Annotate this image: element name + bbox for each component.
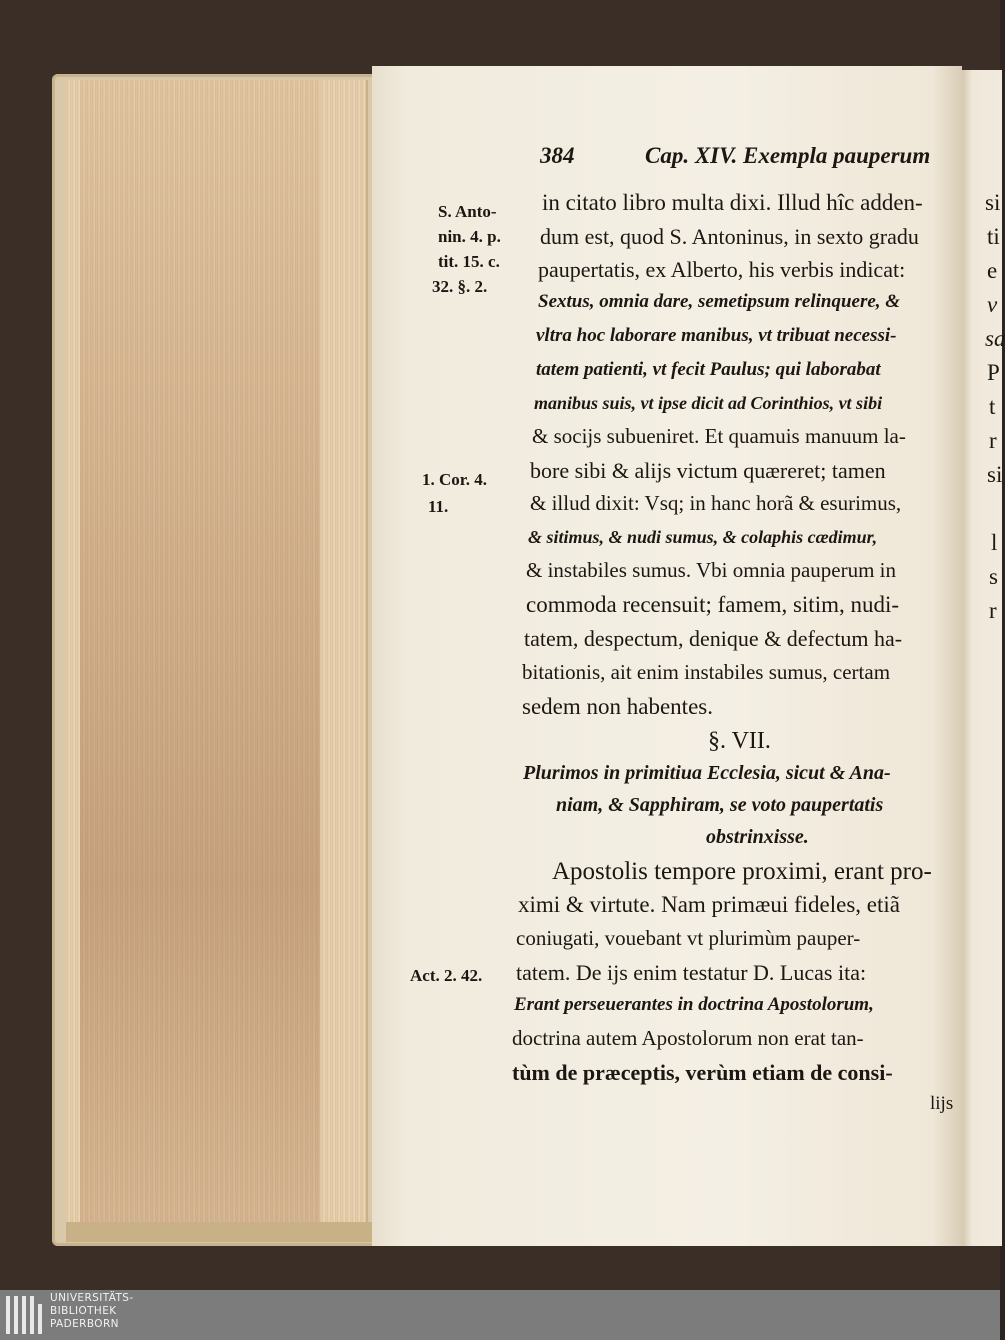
catchword: lijs (930, 1093, 954, 1114)
facing-page-fragment: ti (987, 224, 1000, 249)
text-line: paupertatis, ex Alberto, his verbis indicat: (538, 257, 906, 282)
margin-note: 11. (428, 497, 449, 516)
section-summary-line: obstrinxisse. (706, 826, 809, 848)
library-name-line: BIBLIOTHEK (50, 1305, 117, 1317)
facing-page-fragment: sa (985, 326, 1005, 351)
text-line: in citato libro multa dixi. Illud hîc adden- (542, 190, 923, 215)
text-line: tatem, despectum, denique & defectum ha- (524, 626, 903, 651)
text-line: Sextus, omnia dare, semetipsum relinquere, & (538, 291, 901, 312)
section-summary-line: Plurimos in primitiua Ecclesia, sicut & Ana- (523, 762, 891, 784)
text-line: vltra hoc laborare manibus, vt tribuat necessi- (536, 325, 897, 346)
text-line: & instabiles sumus. Vbi omnia pauperum in (526, 558, 897, 582)
facing-page-fragment: P (987, 360, 1000, 385)
facing-page-fragment: s (989, 564, 998, 589)
margin-note: 32. §. 2. (432, 277, 488, 296)
margin-note: tit. 15. c. (438, 252, 500, 271)
text-line: ximi & virtute. Nam primæui fideles, etiã (518, 892, 900, 917)
text-line: & sitimus, & nudi sumus, & colaphis cædimur, (528, 527, 878, 547)
text-line: Apostolis tempore proximi, erant pro- (552, 858, 932, 885)
bottom-board (66, 1222, 386, 1242)
facing-page-fragment: v (987, 292, 998, 317)
water-stain (80, 80, 320, 1230)
text-line: manibus suis, vt ipse dicit ad Corinthios, vt sibi (534, 393, 883, 413)
footer-bar (0, 1290, 1000, 1340)
text-line: doctrina autem Apostolorum non erat tan- (512, 1026, 864, 1050)
facing-page-fragment: si (985, 190, 1001, 215)
margin-note: S. Anto- (438, 202, 497, 221)
text-line: & socijs subueniret. Et quamuis manuum la- (532, 424, 906, 448)
facing-page-fragment: e (987, 258, 998, 283)
text-line: & illud dixit: Vsq; in hanc horã & esurimus, (530, 491, 902, 515)
text-line: Erant perseuerantes in doctrina Apostolorum, (514, 994, 874, 1015)
section-heading: §. VII. (708, 728, 771, 754)
text-line: bitationis, ait enim instabiles sumus, certam (522, 660, 891, 684)
facing-page-fragment: r (989, 428, 997, 453)
facing-page-fragment: si (987, 462, 1003, 487)
margin-note: 1. Cor. 4. (422, 470, 488, 489)
text-line: sedem non habentes. (522, 694, 713, 719)
text-line: dum est, quod S. Antoninus, in sexto gradu (540, 224, 919, 249)
facing-page-fragment: t (989, 394, 996, 419)
library-name-line: UNIVERSITÄTS- (50, 1292, 134, 1304)
margin-note: nin. 4. p. (438, 227, 501, 246)
text-line: commoda recensuit; famem, sitim, nudi- (526, 592, 900, 617)
library-name-line: PADERBORN (50, 1318, 119, 1330)
text-line: coniugati, vouebant vt plurimùm pauper- (516, 926, 861, 950)
page-number: 384 (540, 143, 575, 168)
facing-page-fragment: l (991, 530, 998, 555)
library-logo-icon (6, 1296, 46, 1334)
text-line: tùm de præceptis, verùm etiam de consi- (512, 1060, 893, 1085)
text-line: tatem patienti, vt fecit Paulus; qui laborabat (536, 359, 881, 380)
text-line: tatem. De ijs enim testatur D. Lucas ita: (516, 960, 867, 985)
margin-note: Act. 2. 42. (410, 966, 483, 985)
running-title: Cap. XIV. Exempla pauperum (645, 143, 931, 168)
section-summary-line: niam, & Sapphiram, se voto paupertatis (556, 794, 884, 816)
facing-page-fragment: r (989, 598, 997, 623)
text-line: bore sibi & alijs victum quæreret; tamen (530, 458, 886, 483)
